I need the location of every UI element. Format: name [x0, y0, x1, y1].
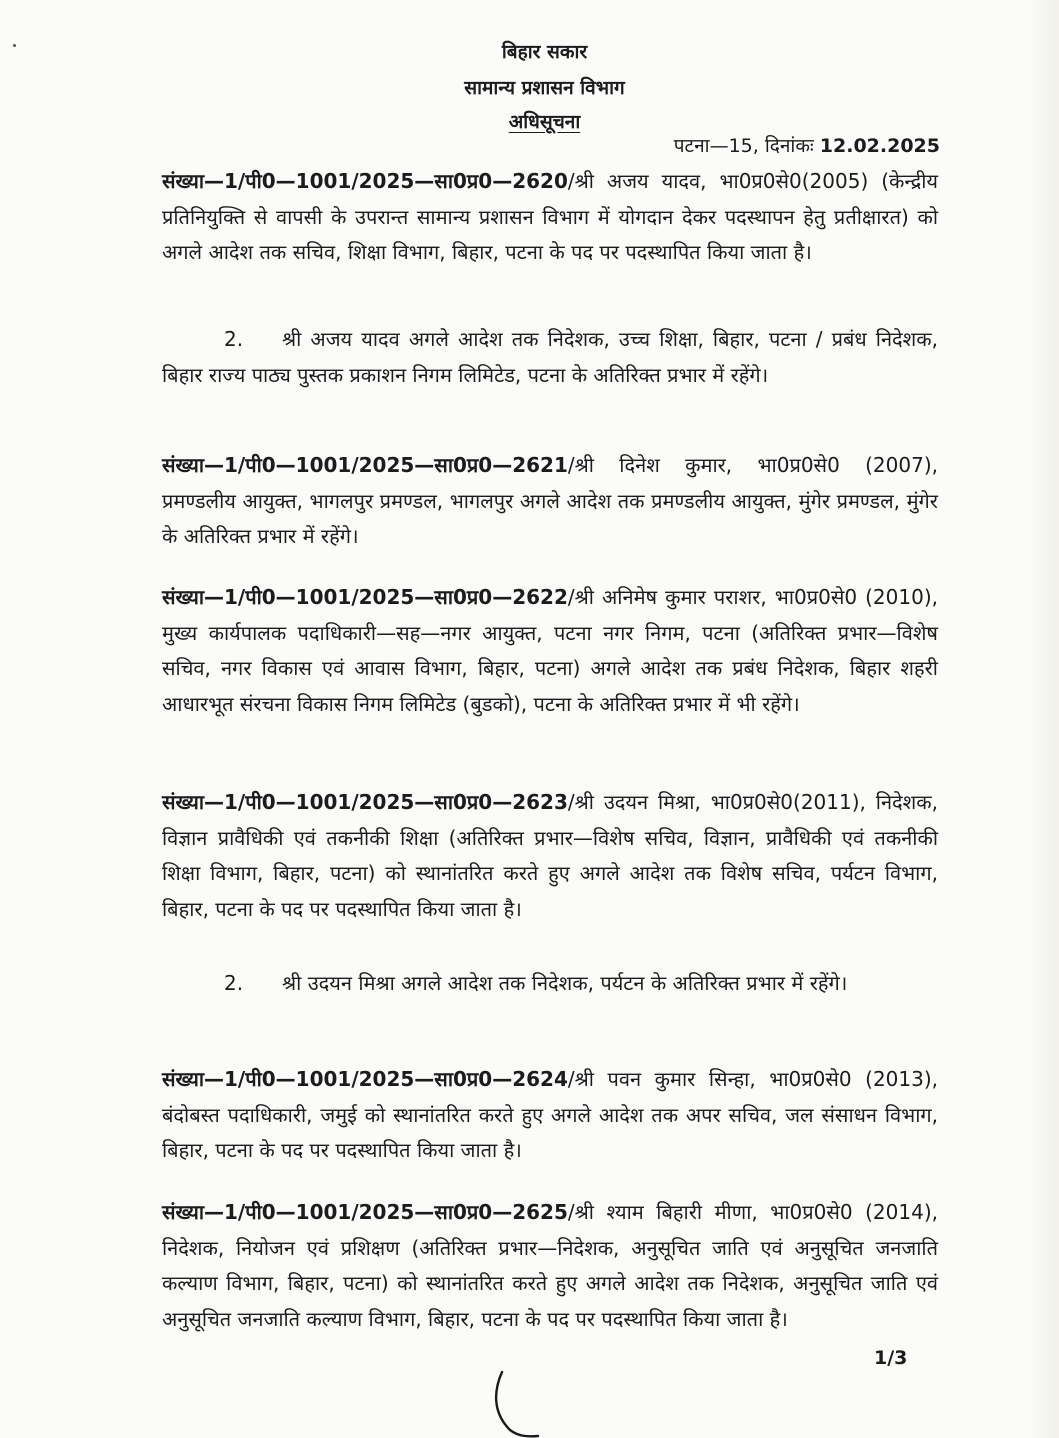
entry-subparagraph: [162, 966, 938, 1002]
date-place: पटना—15, दिनांकः: [673, 135, 814, 157]
entry-text: /श्री श्याम बिहारी मीणा, भा0प्र0से0 (2014), निदेशक, नियोजन एवं प्रशिक्षण (अतिरिक्त प्रभार—निदेशक, अनुसूचित जाति एवं अनुसूचित जनजाति कल्याण विभाग, बिहार, पटना) को स्थानांतरित करते हुए अगले आदेश तक निदेशक, अनुसूचित जाति एवं अनुसूचित जनजाति कल्याण विभाग, बिहार, पटना के पद पर पदस्थापित किया जाता है।: [162, 1200, 938, 1331]
entry-paragraph: [162, 164, 938, 271]
subparagraph-number: 2.: [224, 327, 244, 351]
entry-text: /श्री पवन कुमार सिन्हा, भा0प्र0से0 (2013), बंदोबस्त पदाधिकारी, जमुई को स्थानांतरित करते हुए अगले आदेश तक अपर सचिव, जल संसाधन विभाग, बिहार, पटना के पद पर पदस्थापित किया जाता है।: [162, 1067, 938, 1162]
subparagraph-number: 2.: [224, 971, 244, 995]
entry-paragraph: [162, 785, 938, 927]
entry-reference: संख्या—1/पी0—1001/2025—सा0प्र0—2624: [162, 1067, 568, 1091]
page-number: 1/3: [874, 1347, 908, 1369]
page-edge-shadow: [1029, 0, 1059, 1438]
date-line: [600, 134, 940, 158]
notification-title: अधिसूचना: [508, 111, 581, 133]
entry-text: /श्री अनिमेष कुमार पराशर, भा0प्र0से0 (2010), मुख्य कार्यपालक पदाधिकारी—सह—नगर आयुक्त, पटना नगर निगम, पटना (अतिरिक्त प्रभार—विशेष सचिव, नगर विकास एवं आवास विभाग, बिहार, पटना) अगले आदेश तक प्रबंध निदेशक, बिहार शहरी आधारभूत संरचना विकास निगम लिमिटेड (बुडको), पटना के अतिरिक्त प्रभार में भी रहेंगे।: [162, 585, 938, 716]
entry-text: /श्री दिनेश कुमार, भा0प्र0से0 (2007), प्रमण्डलीय आयुक्त, भागलपुर प्रमण्डल, भागलपुर अगले आदेश तक प्रमण्डलीय आयुक्त, मुंगेर प्रमण्डल, मुंगेर के अतिरिक्त प्रभार में रहेंगे।: [162, 453, 938, 548]
entry-paragraph: [162, 1062, 938, 1169]
entry-paragraph: [162, 1195, 938, 1337]
entry-text: /श्री अजय यादव, भा0प्र0से0(2005) (केन्द्रीय प्रतिनियुक्ति से वापसी के उपरान्त सामान्य प्रशासन विभाग में योगदान देकर पदस्थापन हेतु प्रतीक्षारत) को अगले आदेश तक सचिव, शिक्षा विभाग, बिहार, पटना के पद पर पदस्थापित किया जाता है।: [162, 169, 938, 264]
entry-subparagraph: [162, 322, 938, 393]
entry-reference: संख्या—1/पी0—1001/2025—सा0प्र0—2625: [162, 1200, 568, 1224]
government-title: बिहार सकार: [501, 41, 588, 63]
department-title: सामान्य प्रशासन विभाग: [464, 77, 625, 99]
entry-paragraph: [162, 448, 938, 555]
entry-text: /श्री उदयन मिश्रा, भा0प्र0से0(2011), निदेशक, विज्ञान प्रावैधिकी एवं तकनीकी शिक्षा (अतिरिक्त प्रभार—विशेष सचिव, विज्ञान, प्रावैधिकी एवं तकनीकी शिक्षा विभाग, बिहार, पटना) को स्थानांतरित करते हुए अगले आदेश तक विशेष सचिव, पर्यटन विभाग, बिहार, पटना के पद पर पदस्थापित किया जाता है।: [162, 790, 938, 921]
entry-reference: संख्या—1/पी0—1001/2025—सा0प्र0—2623: [162, 790, 568, 814]
subparagraph-text: श्री उदयन मिश्रा अगले आदेश तक निदेशक, पर्यटन के अतिरिक्त प्रभार में रहेंगे।: [282, 971, 848, 995]
subparagraph-text: श्री अजय यादव अगले आदेश तक निदेशक, उच्च शिक्षा, बिहार, पटना / प्रबंध निदेशक, बिहार राज्य पाठ्य पुस्तक प्रकाशन निगम लिमिटेड, पटना के अतिरिक्त प्रभार में रहेंगे।: [162, 327, 938, 387]
entry-paragraph: [162, 580, 938, 722]
pen-stroke-mark: [480, 1370, 560, 1438]
entry-reference: संख्या—1/पी0—1001/2025—सा0प्र0—2622: [162, 585, 568, 609]
entry-reference: संख्या—1/पी0—1001/2025—सा0प्र0—2620: [162, 169, 568, 193]
date-value: 12.02.2025: [819, 135, 940, 157]
entry-reference: संख्या—1/पी0—1001/2025—सा0प्र0—2621: [162, 453, 568, 477]
